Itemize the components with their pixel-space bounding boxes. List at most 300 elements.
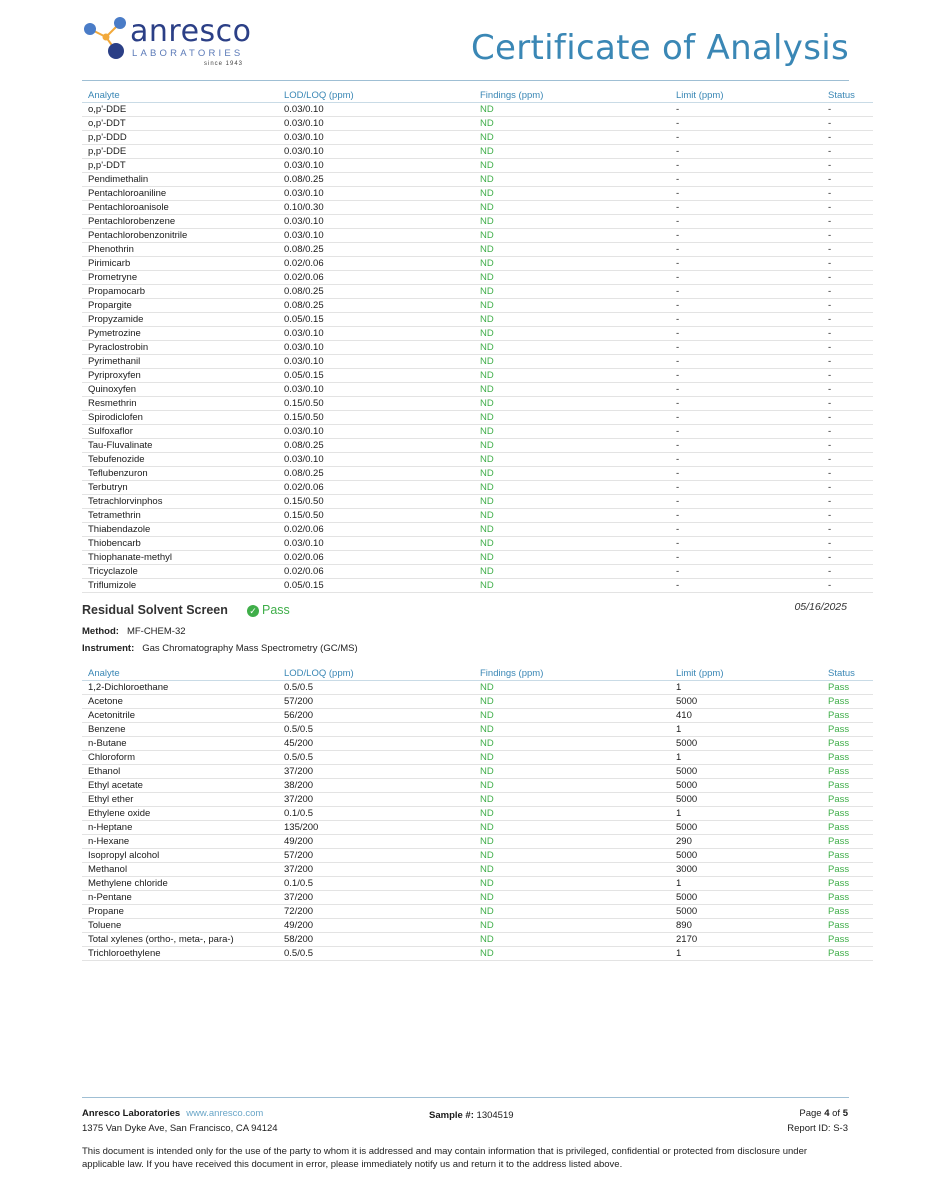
lodloq-cell: 0.03/0.10 — [278, 327, 474, 341]
findings-cell: ND — [474, 821, 670, 835]
analyte-cell: Phenothrin — [82, 243, 278, 257]
analyte-cell: Pentachlorobenzonitrile — [82, 229, 278, 243]
limit-cell: - — [670, 453, 828, 467]
table-row — [82, 285, 873, 299]
limit-cell: - — [670, 215, 828, 229]
table-row — [82, 737, 873, 751]
status-cell: - — [828, 425, 873, 439]
analyte-cell: Quinoxyfen — [82, 383, 278, 397]
table-row — [82, 229, 873, 243]
limit-cell: - — [670, 481, 828, 495]
limit-cell: - — [670, 355, 828, 369]
lodloq-cell: 0.02/0.06 — [278, 257, 474, 271]
lodloq-cell: 0.08/0.25 — [278, 467, 474, 481]
status-cell: - — [828, 159, 873, 173]
status-cell: - — [828, 453, 873, 467]
analyte-cell: Ethanol — [82, 765, 278, 779]
footer-website-link[interactable]: www.anresco.com — [186, 1108, 264, 1119]
analyte-cell: n-Hexane — [82, 835, 278, 849]
findings-cell: ND — [474, 579, 670, 593]
status-cell: - — [828, 257, 873, 271]
footer-sample — [429, 1110, 514, 1121]
analyte-cell: Pymetrozine — [82, 327, 278, 341]
findings-cell: ND — [474, 159, 670, 173]
limit-cell: 3000 — [670, 863, 828, 877]
status-cell: Pass — [828, 737, 873, 751]
lodloq-cell: 0.5/0.5 — [278, 947, 474, 961]
status-cell: Pass — [828, 849, 873, 863]
status-cell: - — [828, 201, 873, 215]
analyte-cell: Propargite — [82, 299, 278, 313]
table-row — [82, 187, 873, 201]
instrument-value: Gas Chromatography Mass Spectrometry (GC/MS) — [142, 643, 358, 654]
status-cell: - — [828, 285, 873, 299]
analyte-cell: Sulfoxaflor — [82, 425, 278, 439]
findings-cell: ND — [474, 933, 670, 947]
findings-cell: ND — [474, 313, 670, 327]
table-row — [82, 383, 873, 397]
limit-cell: - — [670, 425, 828, 439]
limit-cell: 5000 — [670, 793, 828, 807]
analyte-cell: Tetrachlorvinphos — [82, 495, 278, 509]
findings-cell: ND — [474, 411, 670, 425]
analyte-cell: Total xylenes (ortho-, meta-, para-) — [82, 933, 278, 947]
status-cell: - — [828, 397, 873, 411]
table-row — [82, 173, 873, 187]
limit-cell: - — [670, 369, 828, 383]
document-title: Certificate of Analysis — [471, 28, 849, 68]
findings-cell: ND — [474, 369, 670, 383]
findings-cell: ND — [474, 481, 670, 495]
limit-cell: - — [670, 229, 828, 243]
findings-cell: ND — [474, 257, 670, 271]
findings-cell: ND — [474, 737, 670, 751]
lodloq-cell: 0.03/0.10 — [278, 215, 474, 229]
limit-cell: - — [670, 187, 828, 201]
table-row — [82, 215, 873, 229]
footer-company-name: Anresco Laboratories — [82, 1108, 181, 1119]
table-row — [82, 849, 873, 863]
lodloq-cell: 0.15/0.50 — [278, 495, 474, 509]
col-findings: Findings (ppm) — [474, 88, 670, 103]
analyte-cell: Pendimethalin — [82, 173, 278, 187]
table-row — [82, 821, 873, 835]
status-cell: Pass — [828, 709, 873, 723]
analyte-cell: Benzene — [82, 723, 278, 737]
findings-cell: ND — [474, 397, 670, 411]
table-row — [82, 243, 873, 257]
table-row — [82, 299, 873, 313]
findings-cell: ND — [474, 723, 670, 737]
status-cell: - — [828, 481, 873, 495]
analyte-cell: Methanol — [82, 863, 278, 877]
status-cell: - — [828, 131, 873, 145]
findings-cell: ND — [474, 299, 670, 313]
lodloq-cell: 0.08/0.25 — [278, 173, 474, 187]
status-cell: - — [828, 299, 873, 313]
status-cell: Pass — [828, 779, 873, 793]
lodloq-cell: 0.03/0.10 — [278, 103, 474, 117]
table-row — [82, 681, 873, 695]
header-divider — [82, 80, 849, 81]
lodloq-cell: 0.08/0.25 — [278, 285, 474, 299]
table-row — [82, 877, 873, 891]
findings-cell: ND — [474, 271, 670, 285]
analyte-cell: Pirimicarb — [82, 257, 278, 271]
limit-cell: 1 — [670, 807, 828, 821]
table-row — [82, 695, 873, 709]
lodloq-cell: 0.03/0.10 — [278, 187, 474, 201]
lodloq-cell: 0.15/0.50 — [278, 397, 474, 411]
lodloq-cell: 0.5/0.5 — [278, 723, 474, 737]
findings-cell: ND — [474, 243, 670, 257]
lodloq-cell: 0.02/0.06 — [278, 481, 474, 495]
lodloq-cell: 0.02/0.06 — [278, 271, 474, 285]
table-row — [82, 467, 873, 481]
status-cell: Pass — [828, 835, 873, 849]
status-cell: Pass — [828, 919, 873, 933]
findings-cell: ND — [474, 905, 670, 919]
table-row — [82, 579, 873, 593]
analyte-cell: Toluene — [82, 919, 278, 933]
findings-cell: ND — [474, 751, 670, 765]
solvent-rows — [82, 681, 873, 961]
table-row — [82, 453, 873, 467]
analyte-cell: Prometryne — [82, 271, 278, 285]
findings-cell: ND — [474, 341, 670, 355]
table-row — [82, 863, 873, 877]
limit-cell: - — [670, 537, 828, 551]
solvent-results-table — [82, 666, 873, 961]
lodloq-cell: 0.1/0.5 — [278, 807, 474, 821]
lodloq-cell: 0.15/0.50 — [278, 509, 474, 523]
lodloq-cell: 135/200 — [278, 821, 474, 835]
limit-cell: - — [670, 159, 828, 173]
page-total: 5 — [842, 1108, 848, 1119]
status-cell: - — [828, 369, 873, 383]
findings-cell: ND — [474, 327, 670, 341]
analyte-cell: Chloroform — [82, 751, 278, 765]
limit-cell: - — [670, 313, 828, 327]
lodloq-cell: 0.02/0.06 — [278, 523, 474, 537]
lodloq-cell: 0.5/0.5 — [278, 681, 474, 695]
page-of: of — [832, 1108, 841, 1119]
status-cell: - — [828, 439, 873, 453]
findings-cell: ND — [474, 919, 670, 933]
table-row — [82, 565, 873, 579]
limit-cell: - — [670, 411, 828, 425]
table-row — [82, 327, 873, 341]
limit-cell: 1 — [670, 947, 828, 961]
findings-cell: ND — [474, 947, 670, 961]
status-cell: Pass — [828, 905, 873, 919]
findings-cell: ND — [474, 681, 670, 695]
table-row — [82, 551, 873, 565]
lodloq-cell: 0.05/0.15 — [278, 579, 474, 593]
lodloq-cell: 0.05/0.15 — [278, 369, 474, 383]
lodloq-cell: 38/200 — [278, 779, 474, 793]
limit-cell: - — [670, 341, 828, 355]
findings-cell: ND — [474, 537, 670, 551]
page-current: 4 — [824, 1108, 830, 1119]
limit-cell: - — [670, 383, 828, 397]
lodloq-cell: 37/200 — [278, 793, 474, 807]
analyte-cell: Trichloroethylene — [82, 947, 278, 961]
section-date: 05/16/2025 — [794, 601, 847, 613]
table-row — [82, 537, 873, 551]
lodloq-cell: 0.5/0.5 — [278, 751, 474, 765]
logo-wordmark: anresco — [130, 14, 252, 49]
analyte-cell: Isopropyl alcohol — [82, 849, 278, 863]
lodloq-cell: 0.10/0.30 — [278, 201, 474, 215]
limit-cell: - — [670, 257, 828, 271]
status-cell: - — [828, 173, 873, 187]
lodloq-cell: 0.03/0.10 — [278, 453, 474, 467]
analyte-cell: o,p'-DDT — [82, 117, 278, 131]
table-row — [82, 793, 873, 807]
lodloq-cell: 56/200 — [278, 709, 474, 723]
table-row — [82, 271, 873, 285]
table-row — [82, 313, 873, 327]
limit-cell: - — [670, 173, 828, 187]
analyte-cell: Pyrimethanil — [82, 355, 278, 369]
findings-cell: ND — [474, 765, 670, 779]
lodloq-cell: 0.03/0.10 — [278, 537, 474, 551]
limit-cell: - — [670, 131, 828, 145]
lodloq-cell: 0.03/0.10 — [278, 159, 474, 173]
section-status-text: Pass — [262, 603, 290, 617]
lodloq-cell: 0.03/0.10 — [278, 383, 474, 397]
limit-cell: - — [670, 565, 828, 579]
table-row — [82, 397, 873, 411]
analyte-cell: Tricyclazole — [82, 565, 278, 579]
footer-address: 1375 Van Dyke Ave, San Francisco, CA 94124 — [82, 1123, 278, 1134]
footer-company — [82, 1108, 263, 1119]
limit-cell: 5000 — [670, 821, 828, 835]
limit-cell: - — [670, 439, 828, 453]
table-header-row — [82, 88, 873, 103]
limit-cell: 5000 — [670, 737, 828, 751]
lodloq-cell: 57/200 — [278, 695, 474, 709]
analyte-cell: p,p'-DDT — [82, 159, 278, 173]
status-cell: - — [828, 243, 873, 257]
findings-cell: ND — [474, 509, 670, 523]
status-cell: - — [828, 215, 873, 229]
method-label: Method: — [82, 626, 119, 637]
lodloq-cell: 72/200 — [278, 905, 474, 919]
status-cell: Pass — [828, 765, 873, 779]
col-status: Status — [828, 88, 873, 103]
status-cell: - — [828, 187, 873, 201]
analyte-cell: Ethylene oxide — [82, 807, 278, 821]
analyte-cell: Spirodiclofen — [82, 411, 278, 425]
table-row — [82, 709, 873, 723]
lodloq-cell: 0.03/0.10 — [278, 425, 474, 439]
findings-cell: ND — [474, 355, 670, 369]
status-cell: - — [828, 341, 873, 355]
status-cell: - — [828, 103, 873, 117]
analyte-cell: Thiobencarb — [82, 537, 278, 551]
findings-cell: ND — [474, 103, 670, 117]
lodloq-cell: 49/200 — [278, 919, 474, 933]
table-row — [82, 145, 873, 159]
section-title: Residual Solvent Screen — [82, 603, 228, 617]
findings-cell: ND — [474, 425, 670, 439]
lodloq-cell: 0.08/0.25 — [278, 243, 474, 257]
lodloq-cell: 0.03/0.10 — [278, 229, 474, 243]
findings-cell: ND — [474, 565, 670, 579]
findings-cell: ND — [474, 453, 670, 467]
findings-cell: ND — [474, 229, 670, 243]
limit-cell: - — [670, 201, 828, 215]
table-row — [82, 891, 873, 905]
lodloq-cell: 0.03/0.10 — [278, 341, 474, 355]
table-row — [82, 411, 873, 425]
col-lodloq: LOD/LOQ (ppm) — [278, 88, 474, 103]
sample-label: Sample #: — [429, 1110, 474, 1121]
limit-cell: 5000 — [670, 891, 828, 905]
sample-number: 1304519 — [476, 1110, 514, 1121]
table-row — [82, 355, 873, 369]
col-analyte: Analyte — [82, 88, 278, 103]
status-cell: - — [828, 117, 873, 131]
findings-cell: ND — [474, 131, 670, 145]
lodloq-cell: 0.03/0.10 — [278, 131, 474, 145]
table-row — [82, 131, 873, 145]
findings-cell: ND — [474, 201, 670, 215]
company-logo — [82, 13, 272, 65]
status-cell: - — [828, 551, 873, 565]
lodloq-cell: 0.03/0.10 — [278, 117, 474, 131]
status-cell: Pass — [828, 947, 873, 961]
col-limit: Limit (ppm) — [670, 88, 828, 103]
limit-cell: - — [670, 145, 828, 159]
status-cell: - — [828, 355, 873, 369]
findings-cell: ND — [474, 523, 670, 537]
limit-cell: - — [670, 299, 828, 313]
findings-cell: ND — [474, 891, 670, 905]
analyte-cell: n-Heptane — [82, 821, 278, 835]
table-row — [82, 495, 873, 509]
status-cell: Pass — [828, 751, 873, 765]
findings-cell: ND — [474, 117, 670, 131]
findings-cell: ND — [474, 551, 670, 565]
analyte-cell: Methylene chloride — [82, 877, 278, 891]
col-status: Status — [828, 666, 873, 681]
table-row — [82, 369, 873, 383]
lodloq-cell: 0.03/0.10 — [278, 355, 474, 369]
table-row — [82, 201, 873, 215]
analyte-cell: Pentachloroanisole — [82, 201, 278, 215]
lodloq-cell: 57/200 — [278, 849, 474, 863]
findings-cell: ND — [474, 285, 670, 299]
status-cell: - — [828, 467, 873, 481]
analyte-cell: Thiabendazole — [82, 523, 278, 537]
findings-cell: ND — [474, 849, 670, 863]
analyte-cell: Resmethrin — [82, 397, 278, 411]
status-cell: Pass — [828, 695, 873, 709]
status-cell: Pass — [828, 877, 873, 891]
method-line — [82, 626, 186, 637]
footer-divider — [82, 1097, 849, 1098]
table-row — [82, 439, 873, 453]
analyte-cell: 1,2-Dichloroethane — [82, 681, 278, 695]
table-row — [82, 425, 873, 439]
status-cell: - — [828, 383, 873, 397]
table-row — [82, 905, 873, 919]
findings-cell: ND — [474, 695, 670, 709]
status-cell: - — [828, 495, 873, 509]
status-cell: - — [828, 579, 873, 593]
analyte-cell: p,p'-DDD — [82, 131, 278, 145]
table-row — [82, 835, 873, 849]
lodloq-cell: 0.1/0.5 — [278, 877, 474, 891]
analyte-cell: Thiophanate-methyl — [82, 551, 278, 565]
limit-cell: - — [670, 467, 828, 481]
analyte-cell: Ethyl ether — [82, 793, 278, 807]
analyte-cell: Propyzamide — [82, 313, 278, 327]
findings-cell: ND — [474, 173, 670, 187]
footer-report-id: Report ID: S-3 — [787, 1123, 848, 1134]
limit-cell: - — [670, 327, 828, 341]
status-cell: - — [828, 271, 873, 285]
findings-cell: ND — [474, 863, 670, 877]
findings-cell: ND — [474, 779, 670, 793]
status-cell: Pass — [828, 807, 873, 821]
analyte-cell: Pentachlorobenzene — [82, 215, 278, 229]
findings-cell: ND — [474, 145, 670, 159]
status-cell: - — [828, 411, 873, 425]
status-cell: Pass — [828, 891, 873, 905]
analyte-cell: Propamocarb — [82, 285, 278, 299]
limit-cell: - — [670, 495, 828, 509]
limit-cell: 2170 — [670, 933, 828, 947]
lodloq-cell: 0.05/0.15 — [278, 313, 474, 327]
table-row — [82, 933, 873, 947]
lodloq-cell: 0.15/0.50 — [278, 411, 474, 425]
table-row — [82, 481, 873, 495]
analyte-cell: Tebufenozide — [82, 453, 278, 467]
findings-cell: ND — [474, 383, 670, 397]
analyte-cell: Ethyl acetate — [82, 779, 278, 793]
lodloq-cell: 49/200 — [278, 835, 474, 849]
findings-cell: ND — [474, 835, 670, 849]
table-row — [82, 947, 873, 961]
lodloq-cell: 0.08/0.25 — [278, 299, 474, 313]
findings-cell: ND — [474, 807, 670, 821]
findings-cell: ND — [474, 793, 670, 807]
table-row — [82, 341, 873, 355]
pesticide-rows — [82, 103, 873, 593]
lodloq-cell: 37/200 — [278, 863, 474, 877]
limit-cell: 1 — [670, 681, 828, 695]
status-cell: - — [828, 537, 873, 551]
status-cell: Pass — [828, 821, 873, 835]
analyte-cell: n-Butane — [82, 737, 278, 751]
pesticide-results-table — [82, 88, 873, 593]
analyte-cell: Terbutryn — [82, 481, 278, 495]
table-row — [82, 779, 873, 793]
logo-since: since 1943 — [204, 61, 244, 67]
status-cell: - — [828, 523, 873, 537]
analyte-cell: Propane — [82, 905, 278, 919]
limit-cell: 5000 — [670, 779, 828, 793]
page-label: Page — [799, 1108, 822, 1119]
analyte-cell: Pyraclostrobin — [82, 341, 278, 355]
limit-cell: 1 — [670, 723, 828, 737]
col-lodloq: LOD/LOQ (ppm) — [278, 666, 474, 681]
table-row — [82, 523, 873, 537]
